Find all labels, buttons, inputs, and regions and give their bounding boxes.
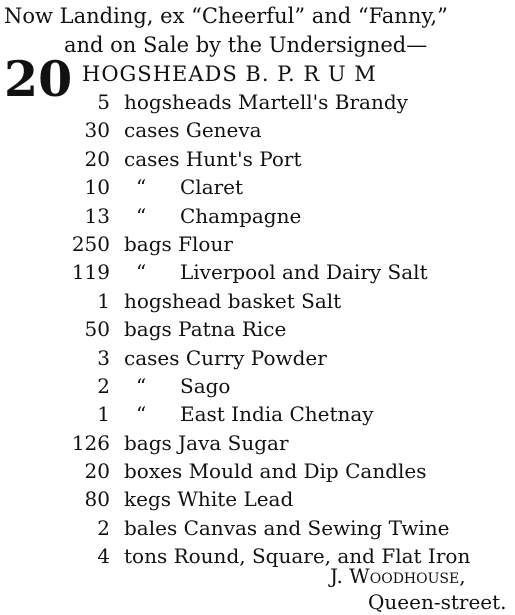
list-item [0,202,515,230]
item-description: bags Java Sugar [124,430,289,455]
item-quantity: 5 [97,90,110,114]
item-quantity: 250 [71,231,110,256]
item-quantity: 2 [97,515,110,540]
item-description: bales Canvas and Sewing Twine [124,515,450,540]
item-quantity: 126 [71,430,110,455]
list-item [0,514,515,542]
item-description: Claret [180,175,244,200]
list-item [0,457,515,485]
ditto-mark: “ [136,203,147,228]
ditto-mark: “ [136,175,147,200]
ad-subheadline: and on Sale by the Undersigned— [64,33,428,57]
list-item [0,344,515,372]
item-quantity: 13 [84,203,110,228]
item-description: cases Geneva [124,118,262,143]
list-item [0,372,515,400]
list-item [0,315,515,343]
item-description: Liverpool and Dairy Salt [180,260,428,285]
item-description: East India Chetnay [180,402,374,427]
lead-quantity: 20 [4,50,73,108]
item-quantity: 119 [71,260,110,285]
ditto-mark: “ [136,260,147,285]
item-description: Champagne [180,203,302,228]
item-quantity: 10 [84,175,110,200]
item-quantity: 20 [84,146,110,171]
list-item [0,230,515,258]
item-description: boxes Mould and Dip Candles [124,459,427,484]
goods-list [0,88,515,571]
item-description: bags Patna Rice [124,317,287,342]
item-description: bags Flour [124,231,233,256]
list-item [0,429,515,457]
list-item [0,287,515,315]
item-quantity: 20 [84,459,110,484]
item-description: tons Round, Square, and Flat Iron [124,544,471,569]
item-quantity: 50 [84,317,110,342]
item-quantity: 4 [97,544,110,569]
ditto-mark: “ [136,402,147,427]
signature-name: J. Woodhouse, [330,564,466,588]
ad-headline: Now Landing, ex “Cheerful” and “Fanny,” [4,4,448,28]
item-quantity: 80 [84,487,110,512]
list-item [0,173,515,201]
item-quantity: 2 [97,373,110,398]
list-item [0,400,515,428]
signature-address: Queen-street. [368,590,507,614]
list-item [0,258,515,286]
item-description: cases Hunt's Port [124,146,302,171]
item-quantity: 30 [84,118,110,143]
item-description: Sago [180,373,231,398]
item-description: hogshead basket Salt [124,288,342,313]
list-item [0,116,515,144]
item-quantity: 1 [97,402,110,427]
item-description: cases Curry Powder [124,345,327,370]
list-item [0,88,515,116]
item-quantity: 3 [97,345,110,370]
list-item [0,145,515,173]
ditto-mark: “ [136,373,147,398]
list-item [0,485,515,513]
item-description: hogsheads Martell's Brandy [124,90,408,114]
item-quantity: 1 [97,288,110,313]
lead-item: HOGSHEADS B. P. R U M [82,62,377,86]
item-description: kegs White Lead [124,487,294,512]
